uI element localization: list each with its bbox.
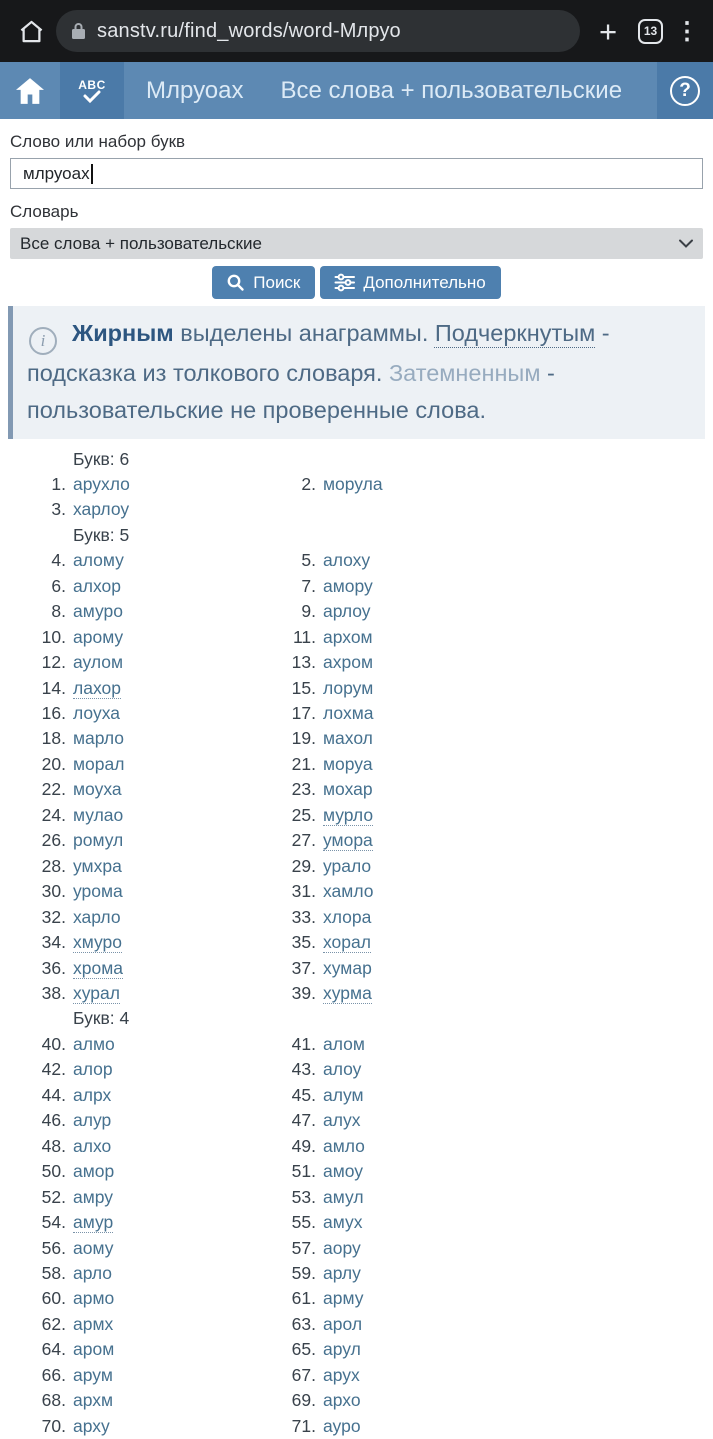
group-header: Букв: 6 xyxy=(10,447,703,472)
word-item xyxy=(10,1388,260,1413)
search-button[interactable]: Поиск xyxy=(212,266,315,299)
word-link[interactable]: мулао xyxy=(73,805,123,825)
word-number: 64. xyxy=(10,1337,66,1362)
word-link[interactable]: арул xyxy=(323,1339,361,1359)
word-item xyxy=(10,803,260,828)
help-button[interactable] xyxy=(657,62,713,119)
chevron-down-icon xyxy=(679,239,693,248)
info-icon: i xyxy=(29,327,57,355)
word-link[interactable]: архом xyxy=(323,627,373,647)
word-number: 17. xyxy=(260,701,316,726)
word-number: 42. xyxy=(10,1057,66,1082)
word-item xyxy=(10,1236,260,1261)
word-link[interactable]: амуро xyxy=(73,601,123,621)
word-number: 24. xyxy=(10,803,66,828)
word-item xyxy=(10,930,260,955)
word-link[interactable]: урало xyxy=(323,856,371,876)
word-link[interactable]: умхра xyxy=(73,856,122,876)
word-item xyxy=(260,777,703,802)
word-number: 1. xyxy=(10,472,66,497)
word-number: 60. xyxy=(10,1286,66,1311)
word-item xyxy=(260,1057,703,1082)
word-item xyxy=(260,828,703,853)
word-link[interactable]: лорум xyxy=(323,678,373,698)
word-number: 4. xyxy=(10,548,66,573)
word-item xyxy=(260,574,703,599)
word-number: 61. xyxy=(260,1286,316,1311)
word-link[interactable]: арух xyxy=(323,1365,360,1385)
word-number: 41. xyxy=(260,1032,316,1057)
word-link[interactable]: морула xyxy=(323,474,383,494)
word-link[interactable]: алух xyxy=(323,1110,360,1130)
word-number: 52. xyxy=(10,1185,66,1210)
word-number: 62. xyxy=(10,1312,66,1337)
word-item xyxy=(260,905,703,930)
word-item xyxy=(260,1337,703,1362)
word-item xyxy=(260,1134,703,1159)
word-number: 22. xyxy=(10,777,66,802)
word-item xyxy=(260,1414,703,1439)
word-link[interactable]: ромул xyxy=(73,830,123,850)
word-item xyxy=(10,1108,260,1133)
legend-underline-term[interactable]: Подчеркнутым xyxy=(435,320,595,346)
word-number: 51. xyxy=(260,1159,316,1184)
word-item xyxy=(10,1363,260,1388)
word-number: 55. xyxy=(260,1210,316,1235)
word-item xyxy=(10,828,260,853)
word-link[interactable]: лоуха xyxy=(73,703,120,723)
word-item xyxy=(10,1210,260,1235)
word-link[interactable]: хрома xyxy=(73,958,123,979)
word-item xyxy=(260,1083,703,1108)
word-number: 58. xyxy=(10,1261,66,1286)
word-item xyxy=(260,956,703,981)
word-item xyxy=(260,1388,703,1413)
word-link[interactable]: хурма xyxy=(323,983,372,1004)
lock-icon xyxy=(71,22,86,40)
legend-text-1: выделены анаграммы. xyxy=(174,320,435,346)
word-link[interactable]: арму xyxy=(323,1288,363,1308)
word-link[interactable]: лохма xyxy=(323,703,373,723)
word-item xyxy=(260,472,703,497)
word-item xyxy=(260,930,703,955)
word-number: 29. xyxy=(260,854,316,879)
word-item xyxy=(10,650,260,675)
word-item xyxy=(260,1363,703,1388)
word-number: 36. xyxy=(10,956,66,981)
word-item xyxy=(260,752,703,777)
word-number: 15. xyxy=(260,676,316,701)
word-item xyxy=(260,650,703,675)
word-link[interactable]: ахром xyxy=(323,652,373,672)
word-link[interactable]: харло xyxy=(73,907,121,927)
word-number: 23. xyxy=(260,777,316,802)
legend-text-2: подсказка из толкового словаря. xyxy=(27,360,389,386)
word-number: 33. xyxy=(260,905,316,930)
word-link[interactable]: аору xyxy=(323,1238,361,1258)
word-number: 69. xyxy=(260,1388,316,1413)
word-number: 47. xyxy=(260,1108,316,1133)
word-link[interactable]: моруа xyxy=(323,754,373,774)
word-number: 2. xyxy=(260,472,316,497)
word-number: 18. xyxy=(10,726,66,751)
word-link[interactable]: хлора xyxy=(323,907,371,927)
text-caret xyxy=(91,164,93,184)
word-number: 57. xyxy=(260,1236,316,1261)
word-link[interactable]: амру xyxy=(73,1187,113,1207)
word-number: 21. xyxy=(260,752,316,777)
dictionary-select[interactable] xyxy=(10,228,703,259)
word-link[interactable]: арху xyxy=(73,1416,110,1436)
word-link[interactable]: алхо xyxy=(73,1136,111,1156)
word-number: 65. xyxy=(260,1337,316,1362)
word-link[interactable]: хумар xyxy=(323,958,372,978)
word-link[interactable]: алур xyxy=(73,1110,111,1130)
word-link[interactable]: алому xyxy=(73,550,124,570)
word-link[interactable]: алрх xyxy=(73,1085,111,1105)
word-number: 59. xyxy=(260,1261,316,1286)
word-link[interactable]: амоу xyxy=(323,1161,363,1181)
word-link[interactable]: хмуро xyxy=(73,932,122,953)
dictionary-select-label: Словарь xyxy=(10,202,703,222)
word-link[interactable]: алоху xyxy=(323,550,370,570)
sliders-icon xyxy=(335,274,354,291)
word-number: 56. xyxy=(10,1236,66,1261)
word-number: 34. xyxy=(10,930,66,955)
word-number: 37. xyxy=(260,956,316,981)
word-item xyxy=(260,803,703,828)
word-number: 7. xyxy=(260,574,316,599)
word-input[interactable] xyxy=(10,158,703,189)
word-input-label: Слово или набор букв xyxy=(10,132,703,152)
word-link[interactable]: арол xyxy=(323,1314,362,1334)
word-link[interactable]: алум xyxy=(323,1085,364,1105)
word-link[interactable]: алмо xyxy=(73,1034,115,1054)
word-number: 39. xyxy=(260,981,316,1006)
word-number: 19. xyxy=(260,726,316,751)
word-link[interactable]: алхор xyxy=(73,576,121,596)
word-number: 45. xyxy=(260,1083,316,1108)
word-list xyxy=(10,447,703,1439)
word-link[interactable]: аому xyxy=(73,1238,113,1258)
word-link[interactable]: амор xyxy=(73,1161,114,1181)
word-number: 67. xyxy=(260,1363,316,1388)
word-item xyxy=(10,1261,260,1286)
legend-infobox xyxy=(8,306,705,439)
word-link[interactable]: амул xyxy=(323,1187,364,1207)
word-item xyxy=(10,497,260,522)
word-item xyxy=(260,1261,703,1286)
word-link[interactable]: амору xyxy=(323,576,373,596)
word-item xyxy=(10,574,260,599)
word-link[interactable]: хорал xyxy=(323,932,371,953)
word-number: 11. xyxy=(260,625,316,650)
word-link[interactable]: арому xyxy=(73,627,123,647)
word-number: 16. xyxy=(10,701,66,726)
word-item xyxy=(10,1057,260,1082)
page-title: Млруоах xyxy=(146,77,243,105)
word-link[interactable]: хамло xyxy=(323,881,373,901)
word-link[interactable]: амло xyxy=(323,1136,365,1156)
word-item xyxy=(10,752,260,777)
word-number: 3. xyxy=(10,497,66,522)
word-item xyxy=(10,905,260,930)
word-link[interactable]: моуха xyxy=(73,779,122,799)
word-number: 31. xyxy=(260,879,316,904)
legend-dash-2: - xyxy=(540,360,554,386)
word-item xyxy=(260,1108,703,1133)
word-item xyxy=(10,981,260,1006)
word-link[interactable]: марло xyxy=(73,728,124,748)
word-item xyxy=(10,548,260,573)
address-bar[interactable] xyxy=(56,10,580,52)
legend-text-3: пользовательские не проверенные слова. xyxy=(27,397,486,423)
word-number: 26. xyxy=(10,828,66,853)
word-number: 48. xyxy=(10,1134,66,1159)
word-number: 66. xyxy=(10,1363,66,1388)
dictionary-select-value: Все слова + пользовательские xyxy=(20,234,262,254)
word-number: 68. xyxy=(10,1388,66,1413)
word-item xyxy=(10,1414,260,1439)
word-item xyxy=(260,701,703,726)
word-item xyxy=(260,1185,703,1210)
word-number: 28. xyxy=(10,854,66,879)
word-number: 5. xyxy=(260,548,316,573)
word-number: 63. xyxy=(260,1312,316,1337)
word-number: 30. xyxy=(10,879,66,904)
browser-home-icon[interactable] xyxy=(14,18,48,45)
word-item xyxy=(10,1083,260,1108)
word-link[interactable]: аром xyxy=(73,1339,114,1359)
word-item xyxy=(10,676,260,701)
legend-dash-1: - xyxy=(595,320,609,346)
word-item xyxy=(260,981,703,1006)
word-item xyxy=(10,1185,260,1210)
word-item xyxy=(260,1236,703,1261)
group-header: Букв: 4 xyxy=(10,1006,703,1031)
word-link[interactable]: алоу xyxy=(323,1059,361,1079)
word-number: 53. xyxy=(260,1185,316,1210)
word-item xyxy=(10,599,260,624)
word-item xyxy=(10,1286,260,1311)
word-number: 6. xyxy=(10,574,66,599)
word-link[interactable]: морал xyxy=(73,754,124,774)
word-link[interactable]: хурал xyxy=(73,983,120,1004)
word-link[interactable]: арло xyxy=(73,1263,112,1283)
spellcheck-icon[interactable]: ABC xyxy=(60,62,124,119)
advanced-button[interactable]: Дополнительно xyxy=(320,266,500,299)
word-number: 13. xyxy=(260,650,316,675)
word-item xyxy=(260,726,703,751)
browser-toolbar xyxy=(0,0,713,62)
site-home-icon[interactable] xyxy=(0,62,60,119)
word-link[interactable]: алом xyxy=(323,1034,365,1054)
dictionary-label: Все слова + пользовательские xyxy=(280,77,622,105)
url-text: sanstv.ru/find_words/word-Млруо xyxy=(97,20,401,43)
word-item xyxy=(260,1286,703,1311)
word-item xyxy=(10,854,260,879)
app-header xyxy=(0,62,713,119)
word-item xyxy=(10,956,260,981)
word-link[interactable]: мурло xyxy=(323,805,373,826)
new-tab-icon[interactable]: + xyxy=(590,16,626,47)
word-link[interactable]: архм xyxy=(73,1390,113,1410)
word-item xyxy=(10,701,260,726)
word-item xyxy=(260,1159,703,1184)
word-item xyxy=(10,879,260,904)
word-number: 54. xyxy=(10,1210,66,1235)
word-number: 8. xyxy=(10,599,66,624)
button-row xyxy=(10,266,703,299)
word-number: 27. xyxy=(260,828,316,853)
word-item xyxy=(10,1032,260,1057)
word-number: 12. xyxy=(10,650,66,675)
word-item xyxy=(10,625,260,650)
word-link[interactable]: ауро xyxy=(323,1416,361,1436)
word-number: 32. xyxy=(10,905,66,930)
word-link[interactable]: амух xyxy=(323,1212,362,1232)
legend-dim-term: Затемненным xyxy=(389,360,541,386)
word-link[interactable]: харлоу xyxy=(73,499,129,519)
word-link[interactable]: арум xyxy=(73,1365,113,1385)
word-link[interactable]: архо xyxy=(323,1390,361,1410)
word-number: 50. xyxy=(10,1159,66,1184)
word-item xyxy=(10,1134,260,1159)
word-link[interactable]: мохар xyxy=(323,779,373,799)
word-link[interactable]: аулом xyxy=(73,652,123,672)
word-link[interactable]: алор xyxy=(73,1059,113,1079)
word-number: 9. xyxy=(260,599,316,624)
word-item xyxy=(260,1210,703,1235)
tab-counter[interactable]: 13 xyxy=(638,19,663,44)
word-item xyxy=(10,1337,260,1362)
legend-bold-term: Жирным xyxy=(72,320,174,346)
menu-kebab-icon[interactable]: ⋮ xyxy=(675,17,699,46)
word-link[interactable]: армо xyxy=(73,1288,114,1308)
word-number: 49. xyxy=(260,1134,316,1159)
word-link[interactable]: урома xyxy=(73,881,123,901)
word-number: 38. xyxy=(10,981,66,1006)
help-icon: ? xyxy=(670,76,700,106)
word-item xyxy=(260,625,703,650)
word-link[interactable]: армх xyxy=(73,1314,113,1334)
word-number: 25. xyxy=(260,803,316,828)
word-item xyxy=(260,548,703,573)
search-icon xyxy=(227,274,244,291)
word-item xyxy=(10,726,260,751)
word-input-value: млруоах xyxy=(23,164,90,184)
word-number: 71. xyxy=(260,1414,316,1439)
word-number: 46. xyxy=(10,1108,66,1133)
word-item xyxy=(260,879,703,904)
word-item xyxy=(260,854,703,879)
word-item xyxy=(260,1032,703,1057)
word-link[interactable]: умора xyxy=(323,830,373,851)
word-number: 10. xyxy=(10,625,66,650)
word-number: 14. xyxy=(10,676,66,701)
word-item xyxy=(260,676,703,701)
word-item xyxy=(260,1312,703,1337)
word-link[interactable]: арухло xyxy=(73,474,130,494)
word-number: 40. xyxy=(10,1032,66,1057)
word-number: 43. xyxy=(260,1057,316,1082)
word-item xyxy=(260,599,703,624)
word-number: 35. xyxy=(260,930,316,955)
word-link[interactable]: арлу xyxy=(323,1263,361,1283)
word-item xyxy=(10,1312,260,1337)
word-item xyxy=(10,1159,260,1184)
word-link[interactable]: амур xyxy=(73,1212,113,1233)
word-link[interactable]: лахор xyxy=(73,678,121,699)
word-item xyxy=(10,777,260,802)
word-number: 20. xyxy=(10,752,66,777)
word-link[interactable]: махол xyxy=(323,728,373,748)
word-number: 44. xyxy=(10,1083,66,1108)
word-number: 70. xyxy=(10,1414,66,1439)
group-header: Букв: 5 xyxy=(10,523,703,548)
word-item xyxy=(10,472,260,497)
word-link[interactable]: арлоу xyxy=(323,601,371,621)
